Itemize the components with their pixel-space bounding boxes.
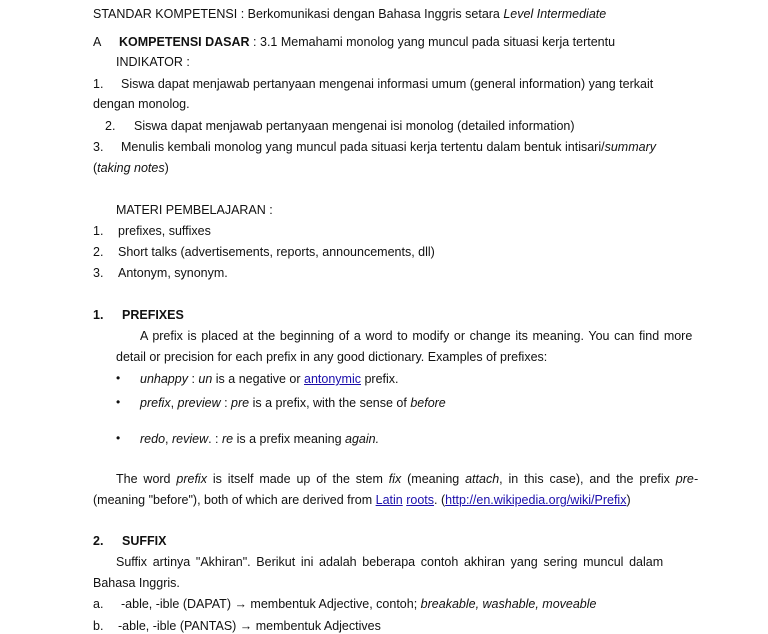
example-prefix: re — [222, 432, 234, 446]
prefix-example-unhappy — [140, 371, 399, 387]
word-prefix-para-line2 — [93, 492, 631, 508]
indikator-item3-line1 — [121, 139, 656, 155]
example-word: review — [171, 432, 209, 446]
separator: , — [165, 432, 172, 446]
example-word: unhappy — [140, 372, 188, 386]
standar-kompetensi — [93, 6, 606, 22]
materi-item: prefixes, suffixes — [118, 224, 211, 238]
separator: , — [170, 396, 178, 410]
example-sense: before — [410, 396, 446, 410]
suffix-examples: breakable, washable, moveable — [420, 597, 597, 611]
example-text: is a negative or — [212, 372, 305, 386]
suffix-num: 2. — [93, 534, 104, 548]
example-text: is a prefix meaning — [233, 432, 345, 446]
para-text: The word — [116, 472, 177, 486]
bullet-icon: • — [116, 431, 121, 445]
indikator-item3-num: 3. — [93, 140, 104, 154]
suffix-para-line2: Bahasa Inggris. — [93, 576, 180, 590]
example-prefix: pre — [231, 396, 250, 410]
indikator-label: INDIKATOR : — [116, 55, 190, 69]
indikator-item3-line2 — [93, 160, 169, 176]
prefix-example-redo — [140, 431, 379, 447]
latin-link[interactable]: Latin — [375, 493, 403, 507]
example-word: preview — [177, 396, 221, 410]
prefixes-num: 1. — [93, 308, 104, 322]
para-italic: pre- — [675, 472, 699, 486]
indikator-item3-taking-notes: taking notes — [97, 161, 165, 175]
separator: : — [187, 372, 199, 386]
example-text: is a prefix, with the sense of — [249, 396, 411, 410]
suffix-item-text: -able, -ible (DAPAT) → membentuk Adjective, contoh; — [121, 597, 421, 611]
prefixes-para-line2: detail or precision for each prefix in any good dictionary. Examples of prefixes: — [116, 350, 548, 364]
indikator-item2: Siswa dapat menjawab pertanyaan mengenai isi monolog (detailed information) — [134, 119, 575, 133]
materi-item-num: 2. — [93, 245, 104, 259]
kompetensi-dasar — [119, 34, 615, 50]
suffix-item-a — [121, 596, 596, 612]
materi-item: Short talks (advertisements, reports, announcements, dll) — [118, 245, 435, 259]
example-word: redo — [140, 432, 166, 446]
example-prefix: un — [198, 372, 213, 386]
suffix-item-letter: b. — [93, 619, 104, 633]
bullet-icon: • — [116, 395, 121, 409]
indikator-item1-line1: Siswa dapat menjawab pertanyaan mengenai informasi umum (general information) yang terkait — [121, 77, 654, 91]
para-text: , in this case), and the prefix — [499, 472, 676, 486]
para-text: is itself made up of the stem — [206, 472, 389, 486]
prefixes-heading: PREFIXES — [122, 308, 184, 322]
para-italic: attach — [465, 472, 500, 486]
para-italic: fix — [388, 472, 402, 486]
para-text: (meaning — [401, 472, 466, 486]
paren-close: ) — [164, 161, 169, 175]
example-end: prefix. — [361, 372, 399, 386]
materi-label: MATERI PEMBELAJARAN : — [116, 203, 273, 217]
word-prefix-para-line1 — [116, 471, 698, 487]
suffix-heading: SUFFIX — [122, 534, 167, 548]
suffix-item-letter: a. — [93, 597, 104, 611]
kompetensi-title: KOMPETENSI DASAR — [119, 35, 250, 49]
separator: : — [220, 396, 232, 410]
indikator-item1-line2: dengan monolog. — [93, 97, 190, 111]
prefix-example-preview — [140, 395, 446, 411]
indikator-item3-summary: summary — [604, 140, 656, 154]
standar-level: Level Intermediate — [503, 7, 607, 21]
kompetensi-text: : 3.1 Memahami monolog yang muncul pada situasi kerja tertentu — [249, 35, 616, 49]
suffix-para-line1: Suffix artinya "Akhiran". Berikut ini adalah beberapa contoh akhiran yang sering muncul dalam — [116, 555, 664, 569]
kompetensi-letter: A — [93, 35, 102, 49]
suffix-item-b: -able, -ible (PANTAS) → membentuk Adjectives — [118, 619, 381, 633]
indikator-item3-text: Menulis kembali monolog yang muncul pada situasi kerja tertentu dalam bentuk intisari/ — [121, 140, 605, 154]
prefixes-para-line1: A prefix is placed at the beginning of a word to modify or change its meaning. You can find more — [140, 329, 693, 343]
materi-item-num: 3. — [93, 266, 104, 280]
antonymic-link[interactable]: antonymic — [304, 372, 361, 386]
paren-open: ( — [93, 161, 98, 175]
separator: . : — [208, 432, 223, 446]
materi-item: Antonym, synonym. — [118, 266, 228, 280]
para-text: (meaning "before"), both of which are derived from — [93, 493, 376, 507]
example-word: prefix — [140, 396, 171, 410]
standar-label: STANDAR KOMPETENSI : Berkomunikasi dengan Bahasa Inggris setara — [93, 7, 504, 21]
example-meaning: again. — [345, 432, 380, 446]
para-text: . ( — [434, 493, 446, 507]
para-italic: prefix — [176, 472, 207, 486]
indikator-item2-num: 2. — [105, 119, 116, 133]
wikipedia-prefix-link[interactable]: http://en.wikipedia.org/wiki/Prefix — [445, 493, 627, 507]
bullet-icon: • — [116, 371, 121, 385]
materi-item-num: 1. — [93, 224, 104, 238]
indikator-item1-num: 1. — [93, 77, 104, 91]
para-text: ) — [626, 493, 631, 507]
roots-link[interactable]: roots — [406, 493, 435, 507]
